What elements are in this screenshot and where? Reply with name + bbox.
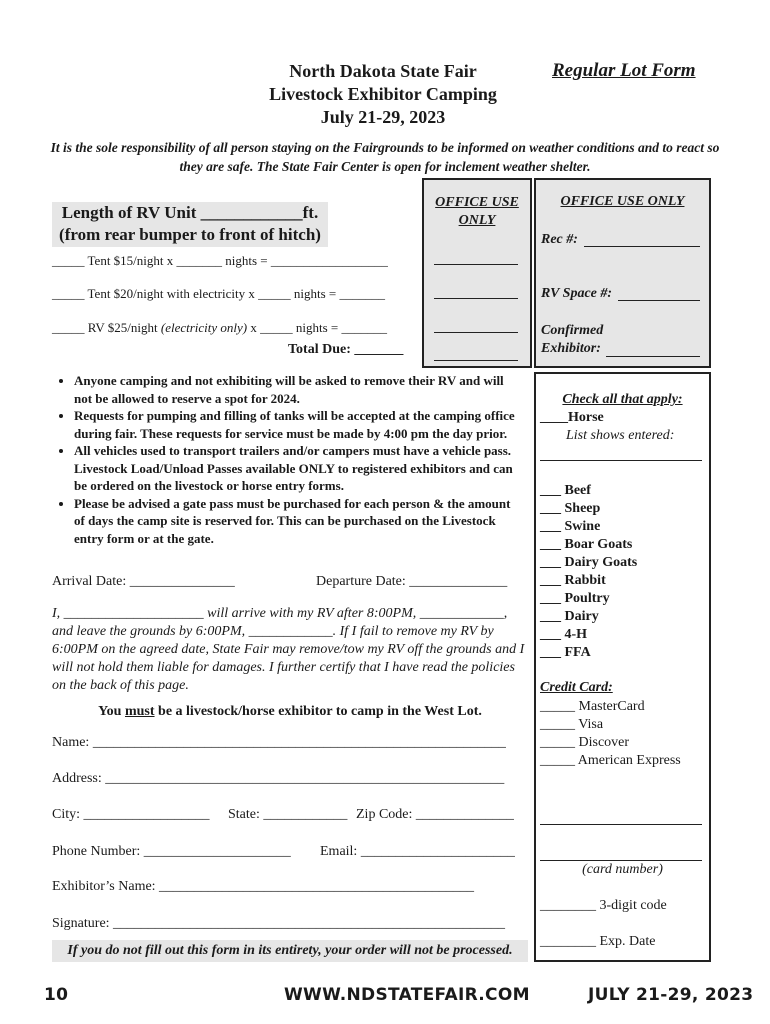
city-field[interactable]: City: __________________ <box>52 807 210 822</box>
office-use-title <box>424 194 530 230</box>
form-header <box>230 60 536 129</box>
phone-field[interactable]: Phone Number: _____________________ <box>52 844 291 859</box>
shows-entered-line[interactable] <box>540 460 702 461</box>
signature-field[interactable]: Signature: ________________________________________________________ <box>52 916 506 931</box>
office-use-box-fees <box>422 178 532 368</box>
expiration-date-field[interactable]: ________ Exp. Date <box>540 934 656 949</box>
zip-code-field[interactable]: Zip Code: ______________ <box>356 807 514 822</box>
rv-length-label: Length of RV Unit ____________ft. <box>61 203 319 222</box>
species-checklist <box>540 482 637 662</box>
security-code-field[interactable]: ________ 3-digit code <box>540 898 667 913</box>
office-line <box>434 264 518 265</box>
name-field[interactable]: Name: ___________________________________________________________ <box>52 735 506 750</box>
rv-space-line <box>618 300 700 301</box>
office-line <box>434 332 518 333</box>
fee-row-tent: _____ Tent $15/night x _______ nights = __________________ <box>52 253 388 268</box>
fee-row-tent-electric: _____ Tent $20/night with electricity x _____ nights = _______ <box>52 286 385 301</box>
requirement-emphasis: must <box>124 704 155 719</box>
checklist-box <box>534 372 711 962</box>
departure-date-field[interactable]: Departure Date: ______________ <box>316 574 508 589</box>
rule-item: • All vehicles used to transport trailers and/or campers must have a vehicle pass. Livestock Load/Unload Passes available ONLY to registered exhibitors and can be ordered on the livestock or horse entry forms. <box>74 442 524 495</box>
liability-statement: I, ____________________ will arrive with my RV after 8:00PM, ____________, and leave the grounds by 6:00PM, ____________. If I fail to remove my RV by 6:00PM on the agreed date, State Fair may remove/tow my RV off the grounds and I will not hold them liable for damages. I further certify that I have read the policies on the back of this page. <box>52 606 525 693</box>
form-type-title: Regular Lot Form <box>552 60 696 81</box>
list-shows-label: List shows entered: <box>566 428 675 443</box>
card-number-line-1[interactable] <box>540 824 702 825</box>
form-subtitle: Livestock Exhibitor Camping <box>269 84 497 104</box>
office-use-title: OFFICE USE ONLY <box>560 194 685 209</box>
check-poultry[interactable]: ___ Poultry <box>540 591 610 606</box>
check-dairy-goats[interactable]: ___ Dairy Goats <box>540 555 638 570</box>
confirmed-label-line1: Confirmed <box>541 323 604 338</box>
fee-row-rv-label: _____ RV $25/night <box>52 320 161 335</box>
check-horse[interactable]: ____Horse <box>540 410 604 425</box>
checklist-title: Check all that apply: <box>562 392 683 407</box>
website-url: WWW.NDSTATEFAIR.COM <box>284 985 530 1005</box>
page-number: 10 <box>44 985 69 1005</box>
card-discover[interactable]: _____ Discover <box>540 735 630 750</box>
arrival-date-field[interactable]: Arrival Date: _______________ <box>52 574 235 589</box>
rec-number-label: Rec #: <box>541 232 578 247</box>
card-american-express[interactable]: _____ American Express <box>540 753 681 768</box>
office-use-box-info <box>534 178 711 368</box>
rule-item: • Requests for pumping and filling of tanks will be accepted at the camping office during fair. These requests for service must be made by 4:00 pm the day prior. <box>74 407 524 442</box>
office-line <box>434 360 518 361</box>
rv-space-label: RV Space #: <box>541 286 613 301</box>
rec-number-line <box>584 246 700 247</box>
office-use-title-line1: OFFICE USE <box>435 195 519 210</box>
check-swine[interactable]: ___ Swine <box>540 519 601 534</box>
rules-list <box>52 372 524 547</box>
office-line <box>434 298 518 299</box>
credit-card-title: Credit Card: <box>540 680 613 695</box>
card-number-line-2[interactable] <box>540 860 702 861</box>
check-dairy[interactable]: ___ Dairy <box>540 609 599 624</box>
total-due: Total Due: _______ <box>288 342 404 357</box>
weather-notice: It is the sole responsibility of all person staying on the Fairgrounds to be informed on weather conditions and to react so they are safe. The State Fair Center is open for inclement weather shelter. <box>50 140 720 174</box>
state-field[interactable]: State: ____________ <box>228 807 348 822</box>
exhibitor-name-field[interactable]: Exhibitor’s Name: _____________________________________________ <box>52 879 475 894</box>
fee-row-rv-note: (electricity only) <box>160 320 248 335</box>
check-ffa[interactable]: ___ FFA <box>540 645 591 660</box>
footer-dates: JULY 21-29, 2023 <box>588 985 754 1005</box>
confirmed-line <box>606 356 700 357</box>
fee-row-rv-calc: x _____ nights = _______ <box>247 320 388 335</box>
check-rabbit[interactable]: ___ Rabbit <box>540 573 606 588</box>
exhibitor-requirement <box>52 704 528 720</box>
rv-length-box <box>52 202 328 247</box>
check-sheep[interactable]: ___ Sheep <box>540 501 601 516</box>
office-use-title-line2: ONLY <box>458 213 496 228</box>
card-visa[interactable]: _____ Visa <box>540 717 604 732</box>
rule-item: • Anyone camping and not exhibiting will be asked to remove their RV and will not be allowed to reserve a spot for 2024. <box>74 372 524 407</box>
fee-row-rv <box>52 320 387 336</box>
completion-warning: If you do not fill out this form in its entirety, your order will not be processed. <box>52 940 528 962</box>
card-number-label: (card number) <box>582 862 663 877</box>
card-mastercard[interactable]: _____ MasterCard <box>540 699 645 714</box>
rv-length-note: (from rear bumper to front of hitch) <box>59 225 321 244</box>
credit-card-options <box>540 698 681 770</box>
form-dates: July 21-29, 2023 <box>320 107 446 127</box>
check-4h[interactable]: ___ 4-H <box>540 627 588 642</box>
fair-name: North Dakota State Fair <box>289 61 477 81</box>
rule-item: • Please be advised a gate pass must be purchased for each person & the amount of days the camp site is reserved for. This can be purchased on the Livestock entry form or at the gate. <box>74 495 524 548</box>
check-beef[interactable]: ___ Beef <box>540 483 591 498</box>
confirmed-exhibitor-label <box>541 322 603 358</box>
requirement-pre: You <box>98 704 125 719</box>
requirement-post: be a livestock/horse exhibitor to camp in the West Lot. <box>154 704 482 719</box>
address-field[interactable]: Address: _________________________________________________________ <box>52 771 505 786</box>
confirmed-label-line2: Exhibitor: <box>541 341 601 356</box>
check-boar-goats[interactable]: ___ Boar Goats <box>540 537 633 552</box>
email-field[interactable]: Email: ______________________ <box>320 844 515 859</box>
